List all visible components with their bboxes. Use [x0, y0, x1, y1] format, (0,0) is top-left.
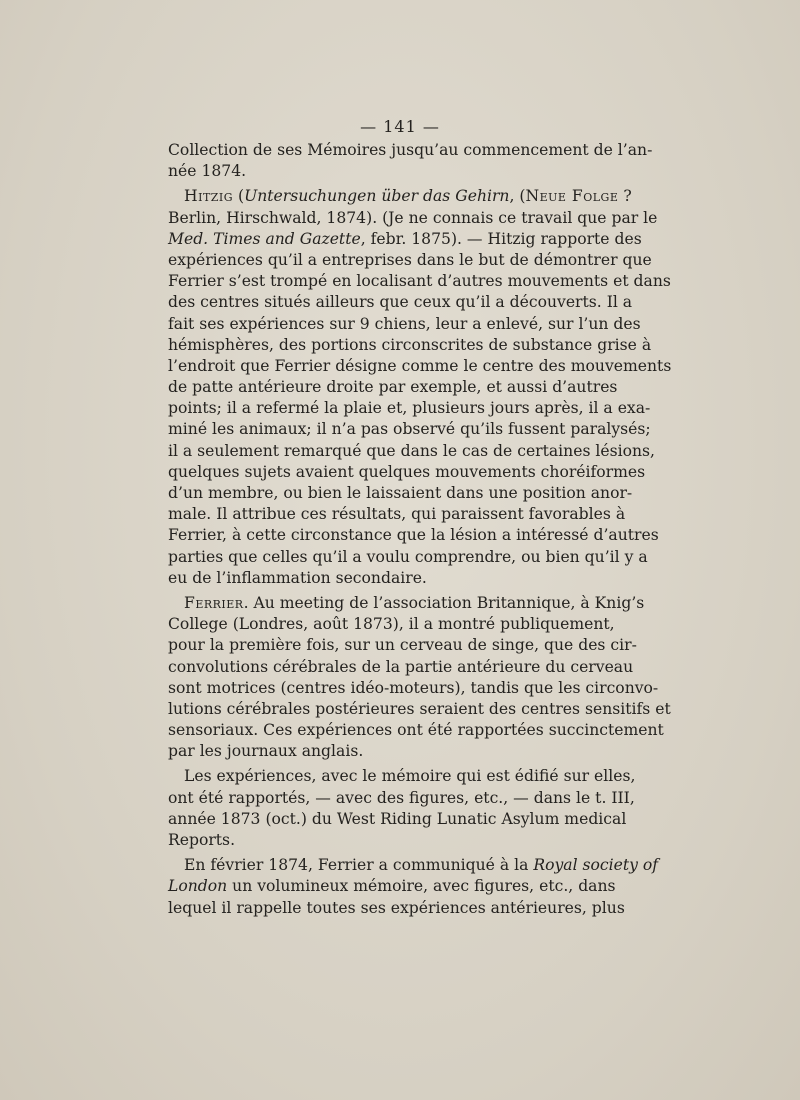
text-line: Berlin, Hirschwald, 1874). (Je ne connais ce travail que par le: [168, 208, 658, 227]
styled-span: Neue Folge: [525, 187, 619, 206]
text-line: hémisphères, des portions circonscrites de substance grise à: [168, 335, 652, 354]
text-span: En février 1874, Ferrier a communiqué à la: [184, 856, 534, 875]
text-line: lequel il rappelle toutes ses expériences antérieures, plus: [168, 898, 625, 917]
text-line-med-times: [168, 229, 642, 250]
text-line: Reports.: [168, 831, 236, 849]
text-line: année 1873 (oct.) du West Riding Lunatic Asylum medical: [168, 809, 627, 828]
text-line: lutions cérébrales postérieures seraient des centres sensitifs et: [168, 699, 671, 718]
text-line: miné les animaux; il n’a pas observé qu’ils fussent paralysés;: [168, 420, 651, 439]
text-line: sensoriaux. Ces expériences ont été rapportées succinctement: [168, 721, 664, 740]
text-line: convolutions cérébrales de la partie antérieure du cerveau: [168, 657, 634, 676]
styled-span: Hitzig: [184, 187, 234, 206]
text-span: , (: [509, 187, 526, 206]
styled-span: Untersuchungen über das Gehirn: [244, 187, 510, 206]
text-line: l’endroit que Ferrier désigne comme le centre des mouvements: [168, 356, 672, 375]
text-line: quelques sujets avaient quelques mouvements choréiformes: [168, 462, 646, 481]
text-line: il a seulement remarqué que dans le cas de certaines lésions,: [168, 441, 656, 460]
text-span: , febr. 1875). — Hitzig rapporte des: [360, 229, 642, 248]
text-line: pour la première fois, sur un cerveau de singe, que des cir-: [168, 636, 637, 655]
text-line: parties que celles qu’il a voulu comprendre, ou bien qu’il y a: [168, 547, 648, 566]
text-span: (: [233, 187, 245, 206]
text-line-royal-society: [168, 855, 659, 876]
text-line: née 1874.: [168, 162, 247, 181]
text-line: points; il a refermé la plaie et, plusieurs jours après, il a exa-: [168, 399, 651, 418]
text-span: . Au meeting de l’association Britannique, à Knig’s: [243, 593, 645, 612]
text-line-london: [168, 876, 614, 897]
body-text: [168, 140, 672, 919]
text-line: eu de l’inflammation secondaire.: [168, 568, 427, 587]
paragraph-experiences: [168, 766, 636, 851]
paragraph-1874: [168, 855, 659, 919]
text-line: d’un membre, ou bien le laissaient dans une position anor-: [168, 484, 633, 502]
text-span: un volumineux mémoire, avec figures, etc., dans: [227, 877, 616, 896]
styled-span: Ferrier: [184, 593, 244, 612]
text-line: des centres situés ailleurs que ceux qu’il a découverts. Il a: [168, 293, 633, 312]
text-line: sont motrices (centres idéo-moteurs), tandis que les circonvo-: [168, 678, 659, 697]
page-number: — 141 —: [360, 117, 440, 136]
text-line: par les journaux anglais.: [168, 742, 364, 761]
paragraph-hitzig: [168, 186, 672, 589]
text-line-ferrier-heading: [168, 593, 645, 614]
text-line: de patte antérieure droite par exemple, et aussi d’autres: [168, 378, 618, 397]
text-line: fait ses expériences sur 9 chiens, leur a enlevé, sur l’un des: [168, 314, 641, 333]
text-line: male. Il attribue ces résultats, qui paraissent favorables à: [168, 505, 626, 524]
styled-span: London: [168, 877, 228, 896]
text-line: ont été rapportés, — avec des figures, etc., — dans le t. III,: [168, 788, 635, 807]
text-line: expériences qu’il a entreprises dans le but de démontrer que: [168, 250, 652, 269]
text-line: College (Londres, août 1873), il a montré publiquement,: [168, 615, 615, 634]
paragraph-ferrier: [168, 593, 671, 763]
styled-span: Med. Times and Gazette: [168, 229, 361, 248]
paragraph-1: [168, 140, 653, 182]
text-span: ?: [618, 187, 632, 206]
text-line: Ferrier, à cette circonstance que la lésion a intéressé d’autres: [168, 526, 659, 545]
text-line: Collection de ses Mémoires jusqu’au commencement de l’an-: [168, 141, 653, 159]
text-line-hitzig-heading: [168, 186, 632, 207]
text-line: Les expériences, avec le mémoire qui est édifié sur elles,: [184, 767, 636, 786]
text-line: Ferrier s’est trompé en localisant d’autres mouvements et dans: [168, 272, 671, 291]
styled-span: Royal society of: [533, 856, 659, 875]
